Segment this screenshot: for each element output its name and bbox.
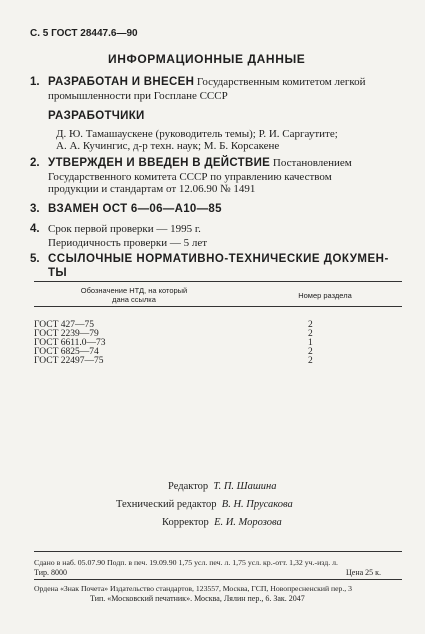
developers-heading: РАЗРАБОТЧИКИ — [48, 110, 145, 122]
section-1-text: Государственным комитетом легкой — [194, 76, 366, 88]
table-cell-document: ГОСТ 427—75 — [34, 320, 94, 330]
developers-line-2: А. А. Кучингис, д-р техн. наук; М. Б. Корсакене — [56, 140, 280, 152]
section-2 — [30, 153, 352, 195]
section-5-number: 5. — [30, 253, 40, 265]
section-4-number: 4. — [30, 223, 40, 235]
imprint-bottom-rule — [34, 579, 402, 580]
table-cell-document: ГОСТ 2239—79 — [34, 329, 99, 339]
table-cell-document: ГОСТ 22497—75 — [34, 356, 104, 366]
table-cell-section: 2 — [308, 356, 313, 366]
credit-editor — [168, 481, 277, 492]
table-header-document-line1: Обозначение НТД, на который — [80, 286, 188, 295]
developers-line-1: Д. Ю. Тамашаускене (руководитель темы); Р. И. Саргаутите; — [56, 128, 338, 140]
table-cell-section: 1 — [308, 338, 313, 348]
table-row — [34, 356, 402, 365]
table-cell-section: 2 — [308, 329, 313, 339]
table-row — [34, 320, 402, 329]
table-top-rule — [34, 281, 402, 282]
section-2-text-line2: Государственного комитета СССР по управлению качеством — [48, 171, 332, 183]
imprint-line-1: Сдано в наб. 05.07.90 Подп. в печ. 19.09.90 1,75 усл. печ. л. 1,75 усл. кр.-отт. 1,32 уч.-изд. л. — [34, 558, 338, 567]
section-3-text: ВЗАМЕН ОСТ 6—06—А10—85 — [48, 203, 222, 215]
imprint-price: Цена 25 к. — [346, 568, 382, 577]
credit-tech-editor-name: В. Н. Прусакова — [221, 499, 293, 510]
section-4 — [30, 219, 207, 249]
table-cell-section: 2 — [308, 320, 313, 330]
publisher-line-1: Ордена «Знак Почета» Издательство стандартов, 123557, Москва, ГСП, Новопресненский пер., 3 — [34, 584, 352, 593]
credit-editor-name: Т. П. Шашина — [213, 481, 277, 492]
imprint-print-run: Тир. 8000 — [34, 568, 67, 577]
credit-corrector-label: Корректор — [162, 517, 209, 528]
section-3 — [30, 199, 222, 217]
table-header-rule — [34, 306, 402, 307]
section-1-heading: РАЗРАБОТАН И ВНЕСЕН — [48, 76, 195, 88]
table-cell-document: ГОСТ 6825—74 — [34, 347, 99, 357]
section-2-text-line3: продукции и стандартам от 12.06.90 № 1491 — [48, 183, 256, 195]
section-5-heading: ССЫЛОЧНЫЕ НОРМАТИВНО-ТЕХНИЧЕСКИЕ ДОКУМЕН- — [48, 253, 389, 265]
imprint-top-rule — [34, 551, 402, 552]
page-title: ИНФОРМАЦИОННЫЕ ДАННЫЕ — [108, 52, 306, 66]
table-row — [34, 347, 402, 356]
section-5 — [30, 249, 389, 279]
credit-corrector-name: Е. И. Морозова — [214, 517, 282, 528]
page-header: С. 5 ГОСТ 28447.6—90 — [30, 28, 138, 39]
section-3-number: 3. — [30, 203, 40, 215]
table-row — [34, 329, 402, 338]
table-header-section: Номер раздела — [298, 291, 352, 300]
section-2-number: 2. — [30, 157, 40, 169]
credit-editor-label: Редактор — [168, 481, 209, 492]
credit-corrector — [162, 517, 282, 528]
table-cell-section: 2 — [308, 347, 313, 357]
section-4-line-2: Периодичность проверки — 5 лет — [48, 237, 208, 249]
table-cell-document: ГОСТ 6611.0—73 — [34, 338, 106, 348]
section-5-heading-line2: ТЫ — [48, 267, 67, 279]
section-2-heading: УТВЕРЖДЕН И ВВЕДЕН В ДЕЙСТВИЕ — [48, 157, 271, 169]
section-2-text: Постановлением — [270, 157, 352, 169]
section-1-text-line2: промышленности при Госплане СССР — [48, 90, 228, 102]
section-4-line-1: Срок первой проверки — 1995 г. — [48, 223, 201, 235]
credit-tech-editor-label: Технический редактор — [116, 499, 217, 510]
table-header-document — [44, 286, 224, 304]
section-1 — [30, 72, 366, 152]
table-header-document-line2: дана ссылка — [112, 295, 156, 304]
section-1-number: 1. — [30, 76, 40, 88]
table-row — [34, 338, 402, 347]
credit-tech-editor — [116, 499, 293, 510]
publisher-line-2: Тип. «Московский печатник». Москва, Лялин пер., 6. Зак. 2047 — [90, 594, 305, 603]
